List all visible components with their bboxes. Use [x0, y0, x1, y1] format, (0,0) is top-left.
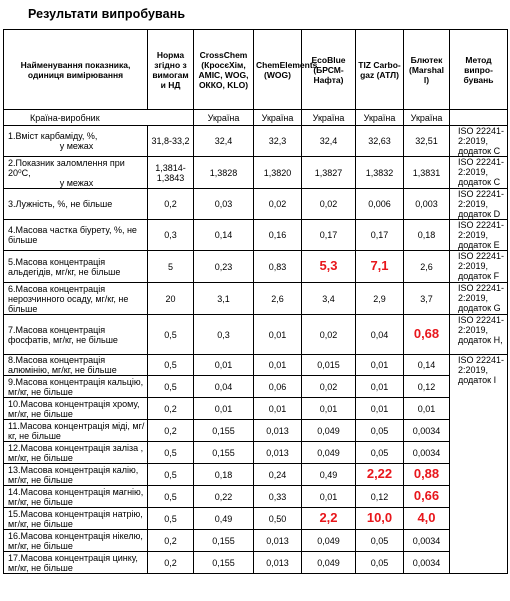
row-value [404, 508, 450, 530]
row-value [254, 315, 302, 355]
row-value [302, 251, 356, 283]
table-row [4, 315, 508, 355]
row-name-text: 7.Масова концентрація фосфатів, мг/кг, не більше [8, 324, 118, 345]
row-value-text: 1,3820 [263, 167, 292, 178]
row-value [194, 486, 254, 508]
row-value-exceeded: 0,88 [413, 466, 440, 481]
row-value [302, 486, 356, 508]
row-value [302, 283, 356, 315]
row-value-text: 0,05 [370, 535, 389, 546]
row-value [194, 398, 254, 420]
row-value [254, 464, 302, 486]
row-name-text: 15.Масова концентрація натрію, мг/кг, не більше [8, 508, 143, 529]
row-value [302, 552, 356, 574]
row-norm: 0,5 [148, 442, 194, 464]
row-method: ISO 22241-2:2019, додаток H, [450, 315, 508, 355]
row-value [404, 486, 450, 508]
row-value [356, 220, 404, 251]
row-value [194, 220, 254, 251]
row-name [4, 442, 148, 464]
row-value [404, 398, 450, 420]
row-value-text: 0,006 [368, 199, 391, 209]
row-name [4, 126, 148, 157]
row-value [404, 220, 450, 251]
row-value-text: 0,003 [415, 199, 438, 209]
row-method: ISO 22241-2:2019, додаток E [450, 220, 508, 251]
row-name [4, 315, 148, 355]
row-value [194, 315, 254, 355]
country-value: Україна [302, 110, 356, 126]
row-value-text: 0,01 [417, 403, 436, 414]
row-value [254, 355, 302, 376]
row-norm: 0,5 [148, 315, 194, 355]
row-value-text: 0,049 [317, 447, 340, 458]
header-ecoblue: EcoBlue (БРСМ-Нафта) [302, 30, 356, 110]
row-value-text: 0,12 [417, 381, 436, 392]
row-norm: 0,5 [148, 486, 194, 508]
row-value [404, 355, 450, 376]
row-value [254, 530, 302, 552]
row-norm: 0,2 [148, 420, 194, 442]
row-name-text: 4.Масова частка біурету, %, не більше [8, 225, 137, 245]
row-value [356, 376, 404, 398]
row-value-text: 0,05 [370, 557, 389, 568]
row-value-text: 0,49 [319, 469, 338, 480]
table-row [4, 126, 508, 157]
row-value-exceeded: 0,68 [413, 326, 440, 341]
table-row [4, 398, 508, 420]
row-value [254, 552, 302, 574]
row-value-text: 0,155 [212, 425, 235, 436]
row-norm: 0,2 [148, 552, 194, 574]
row-value-exceeded: 10,0 [366, 510, 393, 525]
row-value [254, 189, 302, 220]
row-value-text: 2,6 [271, 293, 284, 304]
row-value-text: 0,49 [214, 513, 233, 524]
row-name [4, 464, 148, 486]
table-row [4, 508, 508, 530]
row-value-text: 0,23 [214, 261, 233, 272]
row-value-text: 3,4 [322, 293, 335, 304]
row-value [302, 530, 356, 552]
table-row [4, 283, 508, 315]
row-name [4, 355, 148, 376]
row-value-text: 0,83 [268, 261, 287, 272]
row-norm: 20 [148, 283, 194, 315]
row-value-text: 32,3 [268, 136, 287, 146]
row-value-text: 0,50 [268, 513, 287, 524]
row-value [254, 376, 302, 398]
row-value [302, 220, 356, 251]
row-value-text: 0,013 [266, 425, 289, 436]
page-title: Результати випробувань [28, 7, 186, 21]
row-value [404, 251, 450, 283]
row-name [4, 376, 148, 398]
row-value-text: 0,013 [266, 557, 289, 568]
row-value-text: 0,02 [268, 199, 287, 209]
row-value-text: 0,12 [370, 491, 389, 502]
table-row [4, 355, 508, 376]
row-value-text: 1,3828 [209, 167, 238, 178]
row-value-text: 32,51 [415, 136, 438, 146]
row-value-text: 0,0034 [412, 425, 441, 436]
row-value-text: 0,155 [212, 557, 235, 568]
row-value [302, 189, 356, 220]
row-value [404, 126, 450, 157]
row-value [404, 283, 450, 315]
row-value-text: 0,01 [268, 329, 287, 340]
row-value-text: 0,049 [317, 425, 340, 436]
table-row [4, 464, 508, 486]
row-value [356, 251, 404, 283]
row-value-text: 0,17 [319, 230, 338, 240]
row-value [356, 552, 404, 574]
row-value-text: 2,9 [373, 293, 386, 304]
header-row [4, 30, 508, 110]
row-value [194, 126, 254, 157]
row-value-text: 0,013 [266, 535, 289, 546]
results-table [3, 29, 508, 574]
row-name-text: 5.Масова концентрація альдегідів, мг/кг, не більше [8, 256, 121, 277]
header-norm: Норма згідно з вимогам и НД [148, 30, 194, 110]
row-value [404, 552, 450, 574]
country-value: Україна [356, 110, 404, 126]
table-row [4, 251, 508, 283]
row-value-exceeded: 2,2 [319, 510, 338, 525]
row-value-text: 0,0034 [412, 535, 441, 546]
row-value [302, 376, 356, 398]
table-row [4, 552, 508, 574]
country-value: Україна [194, 110, 254, 126]
row-value-text: 0,06 [268, 381, 287, 392]
row-name-text: 13.Масова концентрація калію, мг/кг, не більше [8, 464, 139, 485]
row-value-text: 0,05 [370, 425, 389, 436]
row-name-text: 2.Показник заломлення при 20⁰С, [8, 157, 125, 178]
row-value-text: 0,01 [268, 403, 287, 414]
row-value-text: 0,0034 [412, 557, 441, 568]
row-value-text: 1,3832 [365, 167, 394, 178]
row-value [404, 530, 450, 552]
row-value-exceeded: 7,1 [370, 258, 389, 273]
row-name-text: 9.Масова концентрація кальцію, мг/кг, не більше [8, 376, 144, 397]
row-norm: 0,5 [148, 355, 194, 376]
row-value [356, 189, 404, 220]
table-row [4, 157, 508, 189]
row-value [356, 530, 404, 552]
row-value [404, 376, 450, 398]
row-name-text: 14.Масова концентрація магнію, мг/кг, не більше [8, 486, 144, 507]
row-value [356, 398, 404, 420]
row-value-text: 2,6 [420, 261, 433, 272]
row-value [404, 157, 450, 189]
row-name [4, 398, 148, 420]
row-norm: 0,2 [148, 189, 194, 220]
row-name-text: 6.Масова концентрація нерозчинного осаду, мг/кг, не більше [8, 283, 129, 314]
table-row [4, 486, 508, 508]
row-value-text: 0,049 [317, 557, 340, 568]
header-chemelements: ChemElements (WOG) [254, 30, 302, 110]
row-value-exceeded: 2,22 [366, 466, 393, 481]
table-row [4, 220, 508, 251]
row-value [356, 442, 404, 464]
row-norm: 5 [148, 251, 194, 283]
row-value-text: 3,7 [420, 293, 433, 304]
row-method: ISO 22241-2:2019, додаток D [450, 189, 508, 220]
row-value [302, 315, 356, 355]
row-value [302, 420, 356, 442]
row-value [356, 283, 404, 315]
row-name-text: 16.Масова концентрація нікелю, мг/кг, не більше [8, 530, 143, 551]
table-row [4, 442, 508, 464]
row-value [356, 464, 404, 486]
row-value-text: 0,02 [319, 199, 338, 209]
header-name: Найменування показника, одиниця вимірювання [4, 30, 148, 110]
row-value [404, 189, 450, 220]
row-name [4, 189, 148, 220]
row-value-text: 1,3831 [412, 167, 441, 178]
row-value [356, 508, 404, 530]
row-value [302, 464, 356, 486]
header-method: Метод випро-бувань [450, 30, 508, 110]
row-value-text: 3,1 [217, 293, 230, 304]
row-norm: 0,2 [148, 398, 194, 420]
row-value-text: 0,155 [212, 447, 235, 458]
row-name [4, 420, 148, 442]
row-value-text: 0,24 [268, 469, 287, 480]
row-value-text: 0,015 [317, 360, 340, 370]
row-value [194, 442, 254, 464]
row-value [194, 552, 254, 574]
row-value-text: 0,18 [214, 469, 233, 480]
row-value [194, 283, 254, 315]
row-name-text: 8.Масова концентрація алюмінію, мг/кг, не більше [8, 355, 117, 375]
row-value [302, 157, 356, 189]
row-method: ISO 22241-2:2019, додаток F [450, 251, 508, 283]
row-value [356, 315, 404, 355]
row-value-text: 0,14 [417, 360, 436, 370]
row-value-text: 0,18 [417, 230, 436, 240]
row-norm: 0,5 [148, 376, 194, 398]
country-label: Країна-виробник [4, 110, 194, 126]
row-norm: 31,8-33,2 [148, 126, 194, 157]
row-norm: 1,3814-1,3843 [148, 157, 194, 189]
row-value-text: 0,013 [266, 447, 289, 458]
row-value [356, 157, 404, 189]
row-name [4, 283, 148, 315]
row-value-text: 0,01 [268, 360, 287, 370]
row-name [4, 508, 148, 530]
row-value [302, 398, 356, 420]
row-name [4, 552, 148, 574]
row-value-exceeded: 0,66 [413, 488, 440, 503]
row-value-text: 0,33 [268, 491, 287, 502]
row-value [194, 530, 254, 552]
row-value [404, 420, 450, 442]
row-value [254, 283, 302, 315]
row-value-text: 0,01 [319, 403, 338, 414]
row-value [194, 464, 254, 486]
row-value [194, 251, 254, 283]
row-value [194, 376, 254, 398]
row-value [404, 464, 450, 486]
row-method: ISO 22241-2:2019, додаток C [450, 157, 508, 189]
row-value [356, 486, 404, 508]
row-value-text: 0,02 [319, 329, 338, 340]
row-value-text: 0,049 [317, 535, 340, 546]
row-name-text: 3.Лужність, %, не більше [8, 199, 113, 209]
country-value: Україна [254, 110, 302, 126]
row-value-text: 0,03 [214, 199, 233, 209]
header-bluetek: Блютек (Marshal l) [404, 30, 450, 110]
row-name-text: 11.Масова концентрація міді, мг/кг, не більше [8, 420, 145, 441]
row-value-text: 0,04 [214, 381, 233, 392]
row-value [254, 157, 302, 189]
row-value [254, 126, 302, 157]
country-value: Україна [404, 110, 450, 126]
row-norm: 0,5 [148, 508, 194, 530]
row-value-text: 0,0034 [412, 447, 441, 458]
country-row [4, 110, 508, 126]
row-value [194, 420, 254, 442]
row-value-text: 0,01 [370, 403, 389, 414]
row-value-text: 0,3 [217, 329, 230, 340]
row-value-text: 0,01 [319, 491, 338, 502]
row-value [302, 355, 356, 376]
row-name-subtext: у межах [59, 177, 94, 188]
row-value [302, 126, 356, 157]
row-value-exceeded: 5,3 [319, 258, 338, 273]
row-norm: 0,3 [148, 220, 194, 251]
row-name-text: 17.Масова концентрація цинку, мг/кг, не більше [8, 552, 138, 573]
row-name [4, 157, 148, 189]
row-name-subtext: у межах [59, 141, 94, 151]
row-value-text: 0,01 [214, 360, 233, 370]
header-tiz: TIZ Carbo-gaz (АТЛ) [356, 30, 404, 110]
table-row [4, 189, 508, 220]
row-value [254, 486, 302, 508]
row-value-text: 32,4 [319, 136, 338, 146]
table-row [4, 376, 508, 398]
row-method: ISO 22241-2:2019, додаток G [450, 283, 508, 315]
row-value-text: 0,17 [370, 230, 389, 240]
row-value [194, 355, 254, 376]
table-row [4, 420, 508, 442]
row-value-text: 0,01 [370, 360, 389, 370]
row-value [356, 126, 404, 157]
row-name [4, 486, 148, 508]
country-method-cell [450, 110, 508, 126]
row-norm: 0,5 [148, 464, 194, 486]
row-value-text: 32,63 [368, 136, 391, 146]
row-value [356, 355, 404, 376]
row-name-text: 1.Вміст карбаміду, %, [8, 131, 98, 141]
row-value [302, 442, 356, 464]
row-value-text: 0,05 [370, 447, 389, 458]
row-value [404, 442, 450, 464]
row-value-text: 1,3827 [314, 167, 343, 178]
row-value-text: 0,22 [214, 491, 233, 502]
row-value [194, 189, 254, 220]
row-norm: 0,2 [148, 530, 194, 552]
row-name-text: 12.Масова концентрація заліза , мг/кг, не більше [8, 442, 144, 463]
row-value [254, 220, 302, 251]
row-value-text: 0,04 [370, 329, 389, 340]
row-value [194, 157, 254, 189]
row-value [404, 315, 450, 355]
row-value [254, 398, 302, 420]
row-name [4, 530, 148, 552]
row-value-text: 0,01 [214, 403, 233, 414]
row-name-text: 10.Масова концентрація хрому, мг/кг, не більше [8, 398, 140, 419]
row-value [356, 420, 404, 442]
row-value-text: 0,16 [268, 230, 287, 240]
row-value [254, 420, 302, 442]
row-value-text: 0,14 [214, 230, 233, 240]
row-value-text: 0,01 [370, 381, 389, 392]
row-value-text: 0,155 [212, 535, 235, 546]
row-method: ISO 22241-2:2019, додаток I [450, 355, 508, 574]
row-value [194, 508, 254, 530]
row-value-text: 0,02 [319, 381, 338, 392]
row-value [302, 508, 356, 530]
row-value-exceeded: 4,0 [417, 510, 436, 525]
row-value [254, 442, 302, 464]
table-row [4, 530, 508, 552]
row-name [4, 251, 148, 283]
row-method: ISO 22241-2:2019, додаток C [450, 126, 508, 157]
header-crosschem: CrossChem (КросєХім, AMIC, WOG, ОККО, KLO) [194, 30, 254, 110]
row-value [254, 251, 302, 283]
row-value [254, 508, 302, 530]
row-name [4, 220, 148, 251]
row-value-text: 32,4 [214, 136, 233, 146]
